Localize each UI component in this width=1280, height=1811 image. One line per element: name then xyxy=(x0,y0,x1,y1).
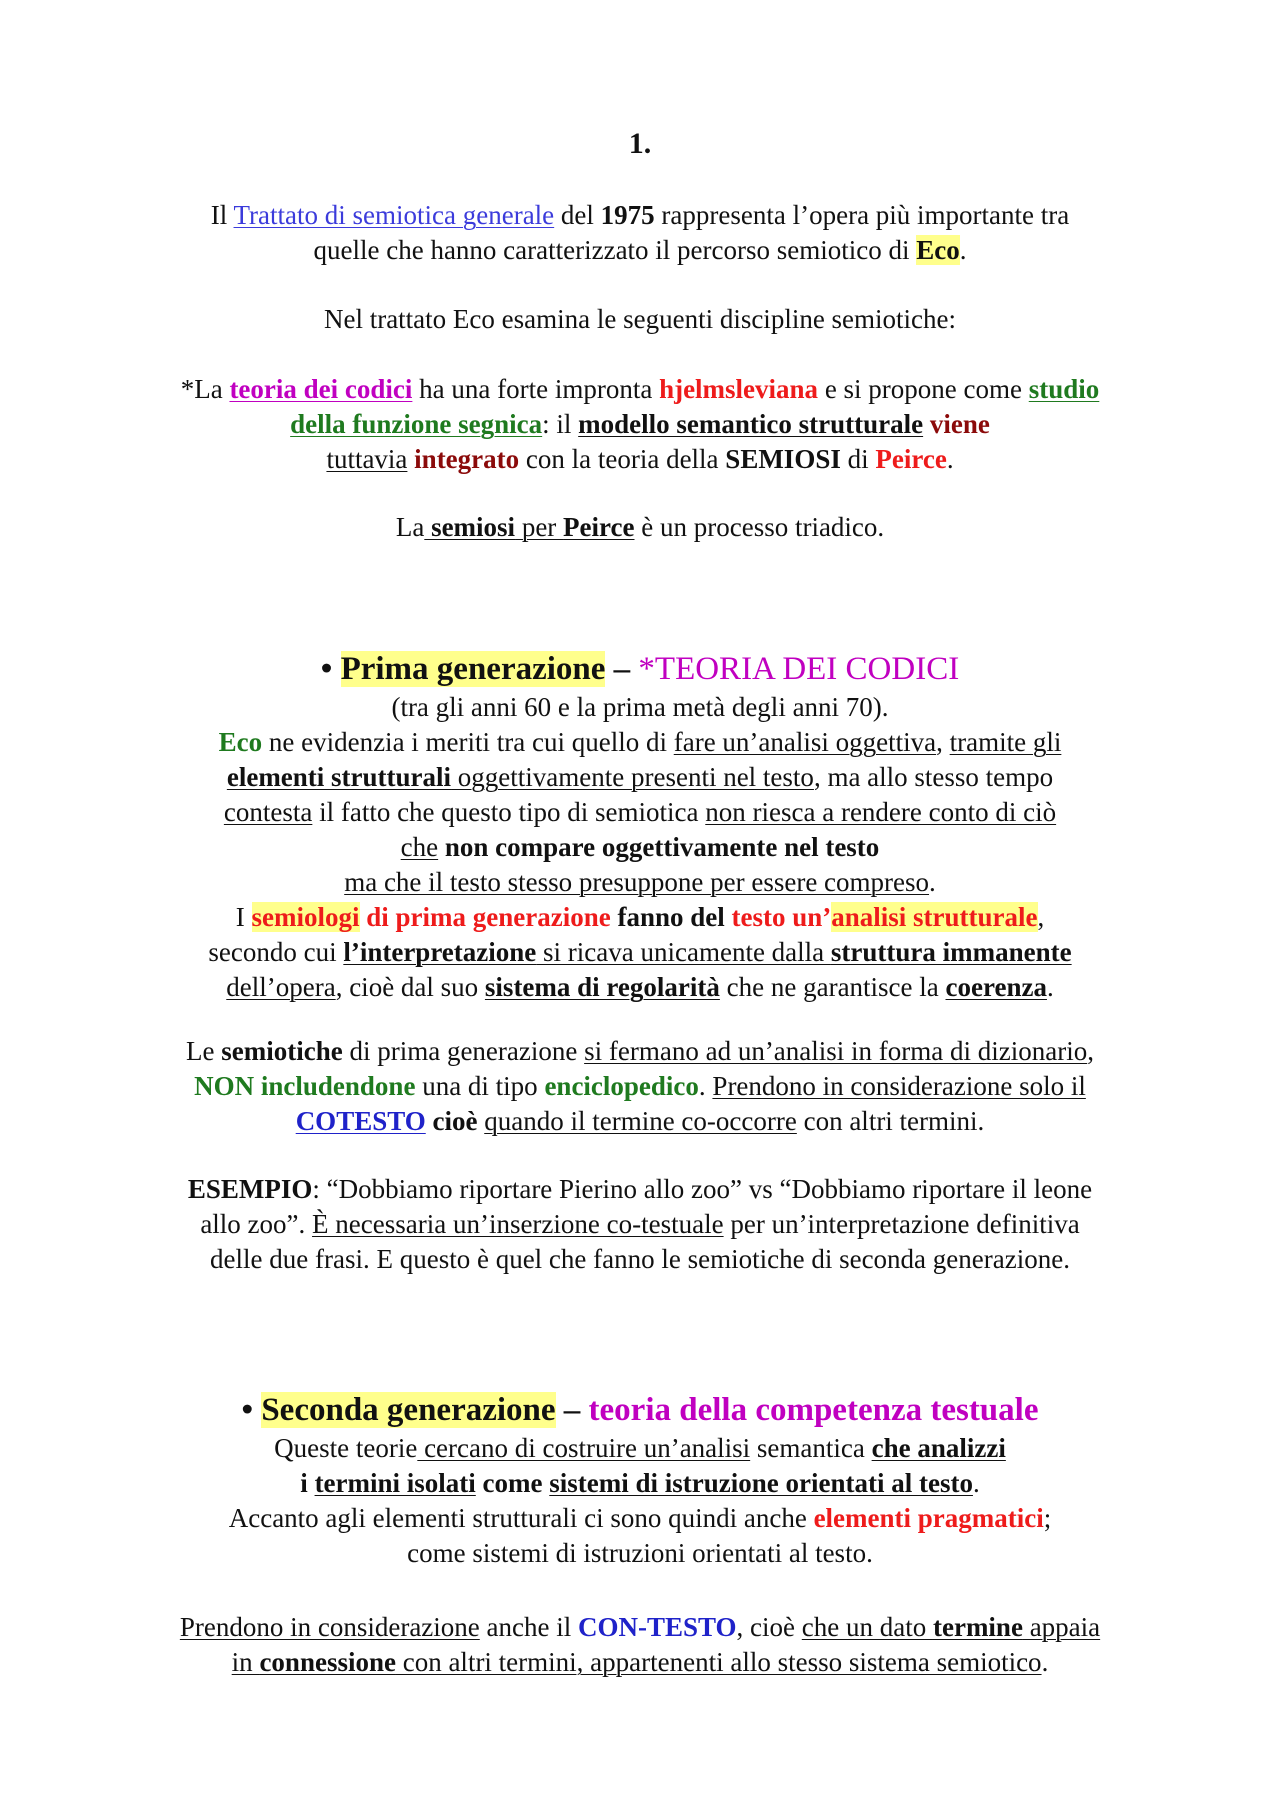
page-number: 1. xyxy=(628,127,652,160)
page-number-block xyxy=(100,124,1180,164)
codici-line-2: della funzione segnica: il modello semantico strutturale viene xyxy=(290,409,990,439)
seconda-heading: • Seconda generazione – teoria della competenza testuale xyxy=(241,1392,1039,1428)
esempio-line-3: delle due frasi. E questo è quel che fanno le semiotiche di seconda generazione. xyxy=(210,1244,1070,1274)
seconda-line-1: Queste teorie cercano di costruire un’analisi semantica che analizzi xyxy=(274,1433,1006,1463)
prima-heading-label: Prima generazione xyxy=(340,651,606,687)
codici-paragraph xyxy=(100,372,1180,477)
esempio-line-2: allo zoo”. È necessaria un’inserzione co-testuale per un’interpretazione definitiva xyxy=(200,1209,1080,1239)
esempio-paragraph xyxy=(100,1172,1180,1277)
seconda-line-2: i termini isolati come sistemi di istruzione orientati al testo. xyxy=(300,1468,980,1498)
intro-line-2: quelle che hanno caratterizzato il percorso semiotico di Eco. xyxy=(313,235,967,265)
prima-p2-line-2: NON includendone una di tipo enciclopedico. Prendono in considerazione solo il xyxy=(194,1071,1086,1101)
prima-p2-line-3: COTESTO cioè quando il termine co-occorre con altri termini. xyxy=(295,1106,985,1136)
prima-generazione-section xyxy=(100,648,1180,1005)
prima-heading: • Prima generazione – *TEORIA DEI CODICI xyxy=(320,651,960,687)
eco-highlight: Eco xyxy=(916,235,960,265)
intro-line-3: Nel trattato Eco esamina le seguenti discipline semiotiche: xyxy=(323,304,957,334)
prima-line-5: che non compare oggettivamente nel testo xyxy=(400,832,880,862)
prima-line-2: Eco ne evidenzia i meriti tra cui quello di fare un’analisi oggettiva, tramite gli xyxy=(218,727,1062,757)
seconda-p2-line-2: in connessione con altri termini, appartenenti allo stesso sistema semiotico. xyxy=(231,1647,1049,1677)
prima-line-9: dell’opera, cioè dal suo sistema di regolarità che ne garantisce la coerenza. xyxy=(226,972,1054,1002)
prima-line-8: secondo cui l’interpretazione si ricava unicamente dalla struttura immanente xyxy=(208,937,1072,967)
seconda-paragraph-2 xyxy=(100,1610,1180,1680)
trattato-link[interactable]: Trattato di semiotica generale xyxy=(233,200,555,230)
prima-line-1: (tra gli anni 60 e la prima metà degli anni 70). xyxy=(391,692,889,722)
seconda-generazione-section xyxy=(100,1389,1180,1571)
codici-line-4: La semiosi per Peirce è un processo triadico. xyxy=(395,512,885,542)
codici-line-3: tuttavia integrato con la teoria della SEMIOSI di Peirce. xyxy=(326,444,954,474)
codici-line-1: *La teoria dei codici ha una forte impronta hjelmsleviana e si propone come studio xyxy=(180,374,1100,404)
seconda-heading-label: Seconda generazione xyxy=(261,1392,556,1428)
semiosi-line-block xyxy=(100,510,1180,545)
prima-p2-line-1: Le semiotiche di prima generazione si fermano ad un’analisi in forma di dizionario, xyxy=(186,1036,1094,1066)
seconda-p2-line-1: Prendono in considerazione anche il CON-TESTO, cioè che un dato termine appaia xyxy=(179,1612,1101,1642)
prima-line-6: ma che il testo stesso presuppone per essere compreso. xyxy=(344,867,936,897)
prima-line-4: contesta il fatto che questo tipo di semiotica non riesca a rendere conto di ciò xyxy=(223,797,1057,827)
prima-line-3: elementi strutturali oggettivamente presenti nel testo, ma allo stesso tempo xyxy=(226,762,1054,792)
seconda-line-4: come sistemi di istruzioni orientati al testo. xyxy=(407,1538,873,1568)
intro-paragraph xyxy=(100,198,1180,268)
esempio-line-1: ESEMPIO: “Dobbiamo riportare Pierino allo zoo” vs “Dobbiamo riportare il leone xyxy=(187,1174,1093,1204)
intro-line-1: Il Trattato di semiotica generale del 1975 rappresenta l’opera più importante tra xyxy=(210,200,1070,230)
prima-line-7: I semiologi di prima generazione fanno del testo un’analisi strutturale, xyxy=(235,902,1045,932)
prima-paragraph-2 xyxy=(100,1034,1180,1139)
intro-discipline-line xyxy=(100,302,1180,337)
seconda-line-3: Accanto agli elementi strutturali ci sono quindi anche elementi pragmatici; xyxy=(228,1503,1052,1533)
